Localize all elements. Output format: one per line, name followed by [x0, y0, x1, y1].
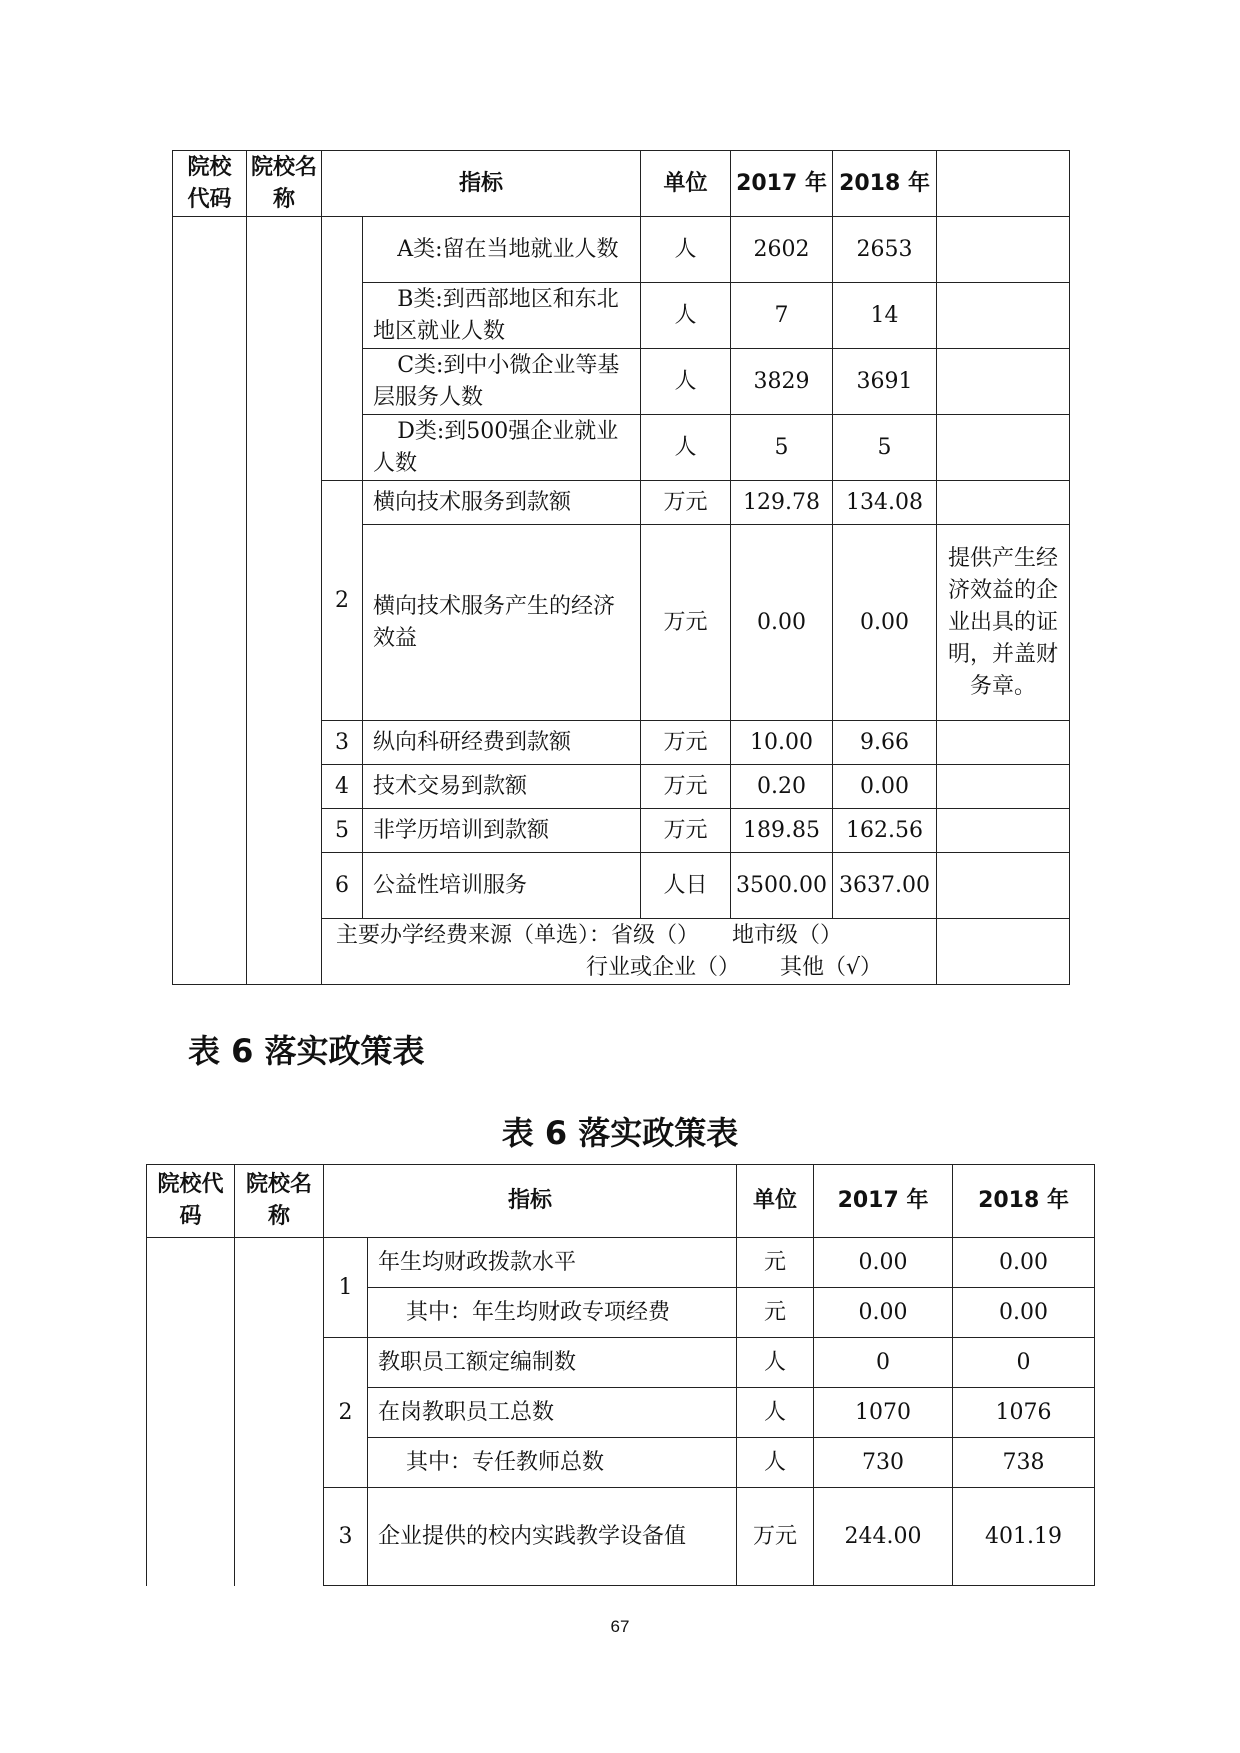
value-2018: 0.00: [833, 765, 937, 809]
school-name-cell: [235, 1238, 324, 1586]
funding-source-line2: 行业或企业（） 其他（√）: [586, 954, 883, 980]
note-cell: [937, 283, 1070, 349]
note-cell: 提供产生经济效益的企业出具的证明，并盖财务章。: [937, 525, 1070, 721]
header-note: [937, 151, 1070, 217]
header-2018: 2018 年: [833, 151, 937, 217]
group-number-cell: [322, 217, 363, 481]
header-unit: 单位: [641, 151, 731, 217]
unit-cell: 人日: [641, 853, 731, 919]
employment-d-label: D类:到500强企业就业人数: [363, 415, 641, 481]
unit-cell: 人: [641, 415, 731, 481]
header-2018: 2018 年: [953, 1165, 1095, 1238]
note-cell: [937, 809, 1070, 853]
header-2017: 2017 年: [731, 151, 833, 217]
row-number: 4: [322, 765, 363, 809]
value-2017: 244.00: [814, 1488, 953, 1586]
table-5-continued: [172, 150, 1070, 985]
page-number: 67: [610, 1617, 630, 1636]
value-2017: 3829: [731, 349, 833, 415]
value-2018: 3637.00: [833, 853, 937, 919]
row-number: 1: [324, 1238, 368, 1338]
table-6: [146, 1164, 1095, 1586]
row-number: 2: [324, 1338, 368, 1488]
row-number: 5: [322, 809, 363, 853]
indicator-label: 技术交易到款额: [363, 765, 641, 809]
value-2017: 5: [731, 415, 833, 481]
unit-cell: 人: [641, 349, 731, 415]
value-2018: 2653: [833, 217, 937, 283]
unit-cell: 万元: [641, 809, 731, 853]
value-2018: 134.08: [833, 481, 937, 525]
unit-cell: 万元: [737, 1488, 814, 1586]
indicator-label: 纵向科研经费到款额: [363, 721, 641, 765]
unit-cell: 元: [737, 1288, 814, 1338]
school-code-cell: [147, 1238, 235, 1586]
value-2017: 730: [814, 1438, 953, 1488]
value-2017: 10.00: [731, 721, 833, 765]
value-2018: 738: [953, 1438, 1095, 1488]
row-number: 2: [322, 481, 363, 721]
school-name-cell: [247, 217, 322, 985]
value-2017: 0.00: [731, 525, 833, 721]
value-2018: 0.00: [953, 1238, 1095, 1288]
employment-b-label: B类:到西部地区和东北地区就业人数: [363, 283, 641, 349]
unit-cell: 人: [737, 1438, 814, 1488]
funding-source-line1: 主要办学经费来源（单选）：省级（） 地市级（）: [336, 922, 843, 948]
indicator-label: 横向技术服务产生的经济效益: [363, 525, 641, 721]
note-cell: [937, 765, 1070, 809]
value-2017: 0.00: [814, 1238, 953, 1288]
table-header-row: [147, 1165, 1095, 1238]
value-2017: 129.78: [731, 481, 833, 525]
value-2017: 7: [731, 283, 833, 349]
note-cell: [937, 217, 1070, 283]
note-cell: [937, 481, 1070, 525]
value-2018: 3691: [833, 349, 937, 415]
table-row: [173, 217, 1070, 283]
header-name: 院校名称: [235, 1165, 324, 1238]
value-2018: 9.66: [833, 721, 937, 765]
header-2017: 2017 年: [814, 1165, 953, 1238]
funding-source-cell: [322, 919, 937, 985]
employment-c-label: C类:到中小微企业等基层服务人数: [363, 349, 641, 415]
unit-cell: 万元: [641, 721, 731, 765]
indicator-label: 其中：专任教师总数: [368, 1438, 737, 1488]
value-2018: 0: [953, 1338, 1095, 1388]
value-2018: 1076: [953, 1388, 1095, 1438]
unit-cell: 万元: [641, 765, 731, 809]
indicator-label: 年生均财政拨款水平: [368, 1238, 737, 1288]
indicator-label: 公益性培训服务: [363, 853, 641, 919]
note-cell: [937, 721, 1070, 765]
value-2017: 2602: [731, 217, 833, 283]
header-code: 院校代码: [147, 1165, 235, 1238]
value-2017: 189.85: [731, 809, 833, 853]
header-unit: 单位: [737, 1165, 814, 1238]
unit-cell: 万元: [641, 481, 731, 525]
table-header-row: [173, 151, 1070, 217]
indicator-label: 教职员工额定编制数: [368, 1338, 737, 1388]
section-heading: 表 6 落实政策表: [188, 1032, 425, 1070]
note-cell: [937, 919, 1070, 985]
unit-cell: 人: [737, 1338, 814, 1388]
value-2017: 0: [814, 1338, 953, 1388]
value-2018: 401.19: [953, 1488, 1095, 1586]
indicator-label: 横向技术服务到款额: [363, 481, 641, 525]
note-cell: [937, 349, 1070, 415]
row-number: 3: [324, 1488, 368, 1586]
row-number: 6: [322, 853, 363, 919]
value-2017: 1070: [814, 1388, 953, 1438]
value-2017: 3500.00: [731, 853, 833, 919]
header-indicator: 指标: [322, 151, 641, 217]
table-6-title: 表 6 落实政策表: [501, 1114, 739, 1152]
indicator-label: 企业提供的校内实践教学设备值: [368, 1488, 737, 1586]
value-2017: 0.20: [731, 765, 833, 809]
unit-cell: 元: [737, 1238, 814, 1288]
header-indicator: 指标: [324, 1165, 737, 1238]
unit-cell: 人: [737, 1388, 814, 1438]
value-2018: 5: [833, 415, 937, 481]
note-cell: [937, 853, 1070, 919]
unit-cell: 万元: [641, 525, 731, 721]
value-2017: 0.00: [814, 1288, 953, 1338]
header-name: 院校名称: [247, 151, 322, 217]
indicator-label: 其中：年生均财政专项经费: [368, 1288, 737, 1338]
indicator-label: 非学历培训到款额: [363, 809, 641, 853]
indicator-label: 在岗教职员工总数: [368, 1388, 737, 1438]
value-2018: 162.56: [833, 809, 937, 853]
table-row: [147, 1238, 1095, 1288]
school-code-cell: [173, 217, 247, 985]
unit-cell: 人: [641, 283, 731, 349]
note-cell: [937, 415, 1070, 481]
value-2018: 14: [833, 283, 937, 349]
unit-cell: 人: [641, 217, 731, 283]
header-code: 院校代码: [173, 151, 247, 217]
employment-a-label: A类:留在当地就业人数: [363, 217, 641, 283]
value-2018: 0.00: [833, 525, 937, 721]
value-2018: 0.00: [953, 1288, 1095, 1338]
row-number: 3: [322, 721, 363, 765]
